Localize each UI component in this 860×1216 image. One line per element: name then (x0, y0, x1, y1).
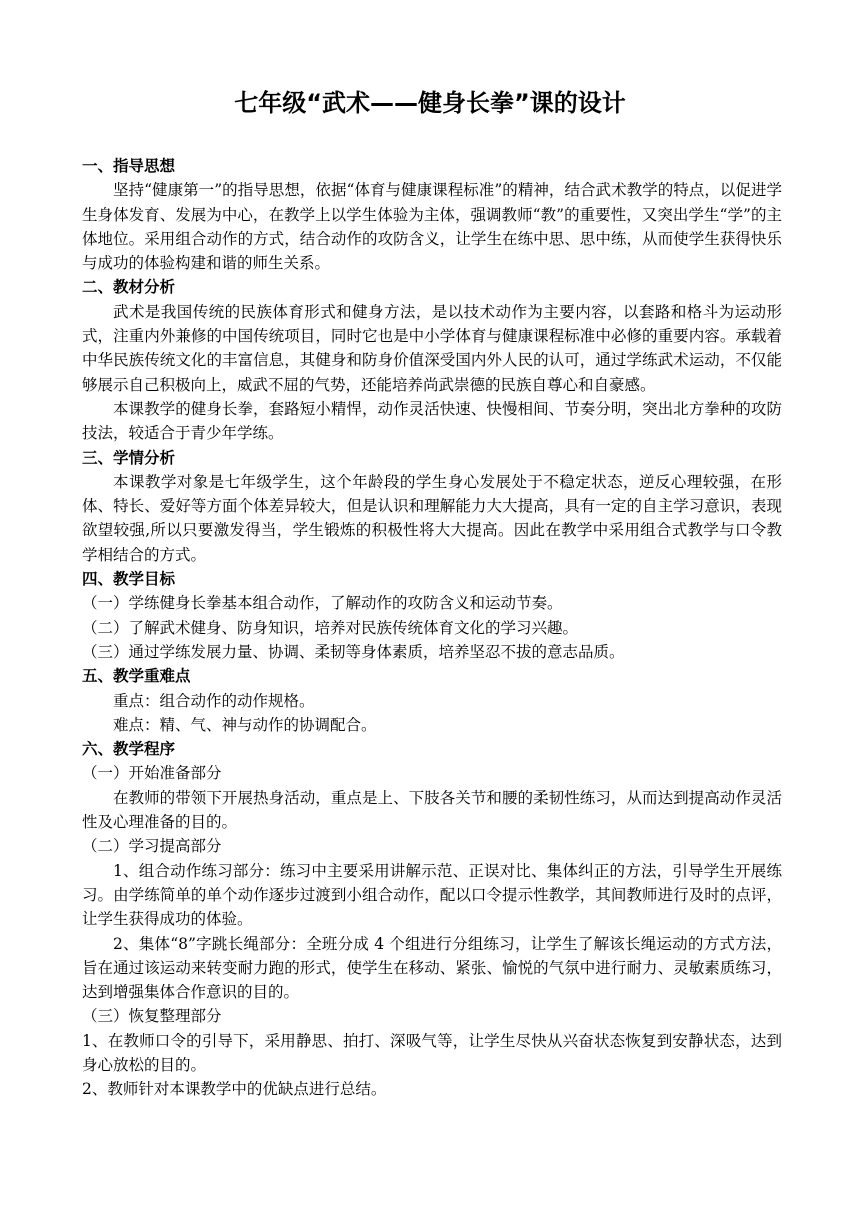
paragraph: 2、教师针对本课教学中的优缺点进行总结。 (82, 1080, 387, 1099)
goal-item: （三）通过学练发展力量、协调、柔韧等身体素质，培养坚忍不拔的意志品质。 (82, 642, 625, 661)
paragraph: 1、组合动作练习部分：练习中主要采用讲解示范、正误对比、集体纠正的方法，引导学生开展练习。由学练简单的单个动作逐步过渡到小组合动作，配以口令提示性教学，其间教师进行及时的点评，让学生获得成功的体验。 (82, 861, 782, 929)
section-heading-key-difficulties: 五、教学重难点 (82, 667, 191, 686)
section-heading-teaching-goals: 四、教学目标 (82, 570, 176, 589)
difficult-point: 难点：精、气、神与动作的协调配合。 (113, 715, 377, 734)
paragraph: 本课教学的健身长拳，套路短小精悍，动作灵活快速、快慢相间、节奏分明，突出北方拳种的攻防技法，较适合于青少年学练。 (82, 399, 782, 443)
paragraph: 在教师的带领下开展热身活动，重点是上、下肢各关节和腰的柔韧性练习，从而达到提高动作灵活性及心理准备的目的。 (82, 788, 782, 832)
section-heading-guiding-thought: 一、指导思想 (82, 157, 176, 175)
paragraph: 坚持“健康第一”的指导思想，依据“体育与健康课程标准”的精神，结合武术教学的特点，以促进学生身体发育、发展为中心，在教学上以学生体验为主体，强调教师“教”的重要性，又突出学生“学”的主体地位。采用组合动作的方式，结合动作的攻防含义，让学生在练中思、思中练，从而使学生获得快乐与成功的体验构建和谐的师生关系。 (82, 181, 782, 273)
subsection-title: （一）开始准备部分 (82, 764, 222, 783)
section-heading-material-analysis: 二、教材分析 (82, 278, 176, 297)
paragraph: 1、在教师口令的引导下，采用静思、拍打、深吸气等，让学生尽快从兴奋状态恢复到安静状态，达到身心放松的目的。 (82, 1031, 782, 1074)
paragraph: 武术是我国传统的民族体育形式和健身方法，是以技术动作为主要内容，以套路和格斗为运动形式，注重内外兼修的中国传统项目，同时它也是中小学体育与健康课程标准中必修的重要内容。承载着中华民族传统文化的丰富信息，其健身和防身价值深受国内外人民的认可，通过学练武术运动，不仅能够展示自己积极向上，威武不屈的气势，还能培养尚武崇德的民族自尊心和自豪感。 (82, 302, 782, 394)
document-title: 七年级“武术——健身长拳”课的设计 (234, 89, 626, 117)
section-heading-student-analysis: 三、学情分析 (82, 448, 176, 467)
document-body (82, 154, 782, 1102)
goal-item: （一）学练健身长拳基本组合动作，了解动作的攻防含义和运动节奏。 (82, 594, 563, 613)
subsection-title: （三）恢复整理部分 (82, 1007, 222, 1026)
goal-item: （二）了解武术健身、防身知识，培养对民族传统体育文化的学习兴趣。 (82, 618, 579, 637)
subsection-title: （二）学习提高部分 (82, 837, 222, 856)
key-point: 重点：组合动作的动作规格。 (113, 691, 315, 710)
paragraph: 本课教学对象是七年级学生，这个年龄段的学生身心发展处于不稳定状态，逆反心理较强，在形体、特长、爱好等方面个体差异较大，但是认识和理解能力大大提高，具有一定的自主学习意识，表现欲望较强,所以只要激发得当，学生锻炼的积极性将大大提高。因此在教学中采用组合式教学与口令教学相结合的方式。 (82, 472, 782, 564)
section-heading-teaching-procedure: 六、教学程序 (82, 740, 176, 759)
paragraph: 2、集体“8”字跳长绳部分：全班分成 4 个组进行分组练习，让学生了解该长绳运动的方式方法，旨在通过该运动来转变耐力跑的形式，使学生在移动、紧张、愉悦的气氛中进行耐力、灵敏素质练习，达到增强集体合作意识的目的。 (82, 934, 782, 1002)
